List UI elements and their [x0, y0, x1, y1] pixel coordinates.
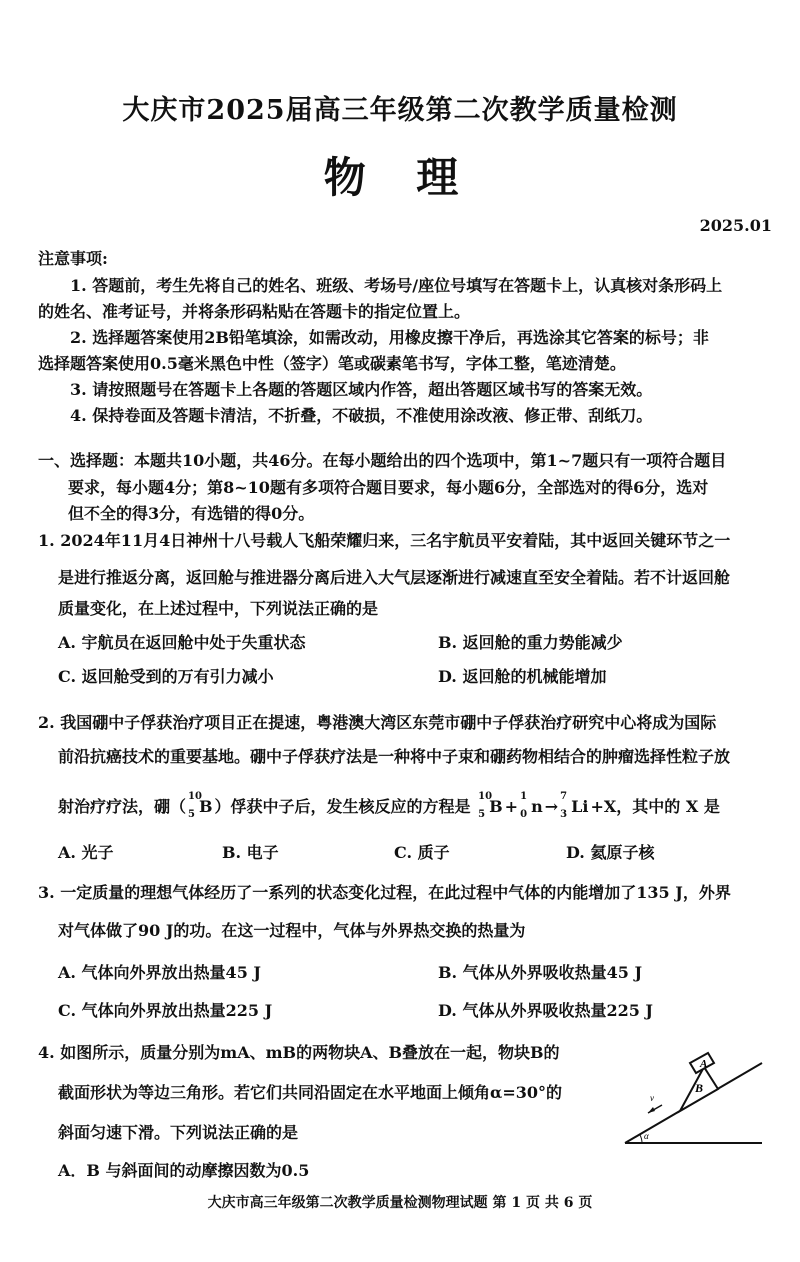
question-4-text: 截面形状为等边三角形。若它们共同沿固定在水平地面上倾角α=30°的 — [58, 1083, 562, 1102]
question-1-text: 1. 2024年11月4日神州十八号载人飞船荣耀归来，三名宇航员平安着陆，其中返回关键环节之一 — [38, 531, 731, 550]
question-2-text: ，其中的 X 是 — [616, 797, 720, 816]
question-2-option-b: B. 电子 — [222, 843, 279, 862]
question-3-option-b: B. 气体从外界吸收热量45 J — [438, 963, 643, 982]
subject-title: 物 理 — [323, 153, 477, 202]
notice-line: 2. 选择题答案使用2B铅笔填涂，如需改动，用橡皮擦干净后，再选涂其它答案的标号；非 — [70, 328, 709, 347]
label-alpha: α — [644, 1131, 649, 1141]
lithium-nuclide: 7 3 Li — [560, 791, 589, 820]
label-v: v — [650, 1093, 654, 1103]
question-3-text: 对气体做了90 J的功。在这一过程中，气体与外界热交换的热量为 — [58, 921, 526, 940]
question-1-option-d: D. 返回舱的机械能增加 — [438, 667, 607, 686]
question-4-text: 斜面匀速下滑。下列说法正确的是 — [58, 1123, 299, 1142]
section-heading-line: 但不全的得3分，有选错的得0分。 — [68, 504, 315, 523]
question-1-text: 质量变化，在上述过程中，下列说法正确的是 — [58, 599, 379, 618]
question-2-text: 射治疗疗法，硼（ — [58, 797, 187, 816]
neutron-nuclide: 1 0 n — [520, 791, 543, 820]
notice-line: 3. 请按照题号在答题卡上各题的答题区域内作答，超出答题区域书写的答案无效。 — [70, 380, 653, 399]
notice-line: 4. 保持卷面及答题卡清洁，不折叠，不破损，不准使用涂改液、修正带、刮纸刀。 — [70, 406, 653, 425]
page-footer: 大庆市高三年级第二次教学质量检测物理试题 第 1 页 共 6 页 — [207, 1195, 593, 1211]
question-2-option-c: C. 质子 — [394, 843, 450, 862]
section-heading-line: 要求，每小题4分；第8~10题有多项符合题目要求，每小题6分，全部选对的得6分，选对 — [68, 478, 709, 497]
section-heading: 一、选择题：本题共10小题，共46分。在每小题给出的四个选项中，第1~7题只有一项符合题目 — [38, 451, 727, 470]
question-2-option-a: A. 光子 — [58, 843, 114, 862]
label-b: B — [695, 1081, 704, 1095]
question-3-option-a: A. 气体向外界放出热量45 J — [58, 963, 261, 982]
question-1-option-c: C. 返回舱受到的万有引力减小 — [58, 667, 274, 686]
question-1-option-b: B. 返回舱的重力势能减少 — [438, 633, 623, 652]
boron-nuclide: 10 5 B — [478, 791, 503, 820]
question-1-option-a: A. 宇航员在返回舱中处于失重状态 — [58, 633, 306, 652]
question-2-equation-line — [58, 791, 720, 820]
exam-date: 2025.01 — [699, 216, 772, 235]
question-1-text: 是进行推返分离，返回舱与推进器分离后进入大气层逐渐进行减速直至安全着陆。若不计返回舱 — [58, 568, 731, 587]
incline-diagram — [620, 1045, 770, 1165]
question-2-text: ）俘获中子后，发生核反应的方程是 — [214, 797, 471, 816]
question-3-text: 3. 一定质量的理想气体经历了一系列的状态变化过程，在此过程中气体的内能增加了135 J，外界 — [38, 883, 731, 902]
notice-line: 1. 答题前，考生先将自己的姓名、班级、考场号/座位号填写在答题卡上，认真核对条形码上 — [70, 276, 723, 295]
angle-arc — [640, 1135, 642, 1143]
product-x: +X — [590, 797, 617, 816]
question-2-text: 2. 我国硼中子俘获治疗项目正在提速，粤港澳大湾区东莞市硼中子俘获治疗研究中心将成为国际 — [38, 713, 717, 732]
plus-sign: + — [504, 797, 519, 816]
boron-nuclide: 10 5 B — [188, 791, 213, 820]
question-3-option-c: C. 气体向外界放出热量225 J — [58, 1001, 273, 1020]
question-2-text: 前沿抗癌技术的重要基地。硼中子俘获疗法是一种将中子束和硼药物相结合的肿瘤选择性粒子放 — [58, 747, 731, 766]
velocity-arrowhead — [648, 1107, 655, 1113]
question-2-option-d: D. 氦原子核 — [566, 843, 655, 862]
exam-title: 大庆市2025届高三年级第二次教学质量检测 — [122, 95, 678, 126]
notice-line: 选择题答案使用0.5毫米黑色中性（签字）笔或碳素笔书写，字体工整，笔迹清楚。 — [38, 354, 626, 373]
notice-line: 的姓名、准考证号，并将条形码粘贴在答题卡的指定位置上。 — [38, 302, 471, 321]
question-4-option-a: A．B 与斜面间的动摩擦因数为0.5 — [58, 1161, 310, 1180]
notice-heading: 注意事项: — [38, 249, 108, 268]
question-3-option-d: D. 气体从外界吸收热量225 J — [438, 1001, 653, 1020]
question-4-text: 4. 如图所示，质量分别为mA、mB的两物块A、B叠放在一起，物块B的 — [38, 1043, 560, 1062]
label-a: A — [700, 1058, 708, 1070]
reaction-arrow: → — [544, 797, 559, 816]
